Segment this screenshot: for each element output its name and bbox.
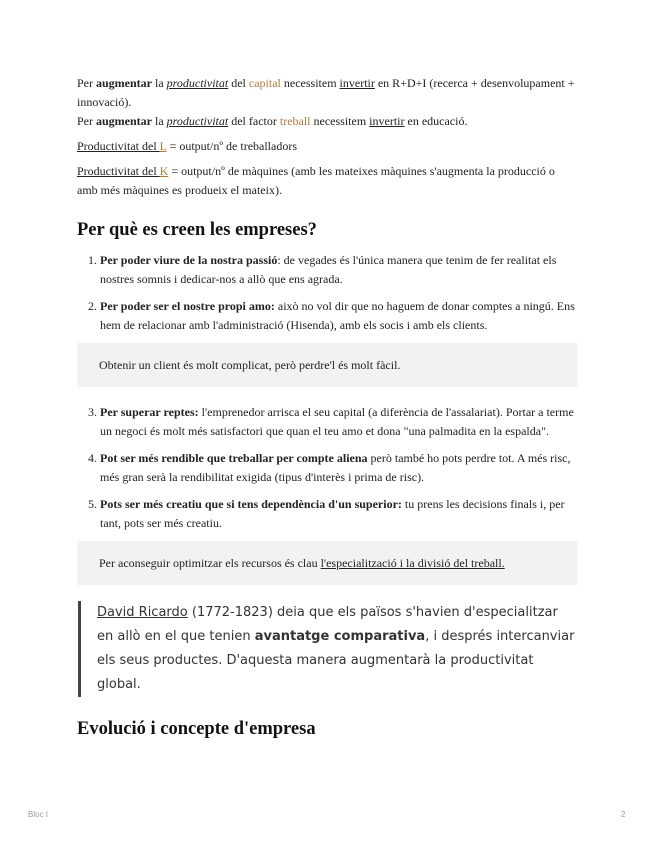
section-heading-why: Per què es creen les empreses? bbox=[77, 220, 317, 240]
intro-treball: Per augmentar la productivitat del factor treball necessitem invertir en educació. bbox=[77, 114, 468, 128]
callout-specialization: Per aconseguir optimitzar els recursos és clau l'especialització i la divisió del treball. bbox=[77, 541, 577, 585]
section-heading-evolution: Evolució i concepte d'empresa bbox=[77, 719, 316, 739]
footer-label: Bloc I bbox=[28, 810, 49, 819]
list-item: 5. Pots ser més creatiu que si tens dependència d'un superior: tu prens les decisions finals i, per tant, pots ser més creatiu. bbox=[100, 495, 577, 533]
reasons-list-1 bbox=[77, 251, 577, 335]
formula-k: Productivitat del K = output/nº de màquines (amb les mateixes màquines s'augmenta la producció o amb més màquines es produeix el mateix). bbox=[77, 164, 555, 197]
page-content bbox=[77, 74, 577, 750]
intro-capital: Per augmentar la productivitat del capital necessitem invertir en R+D+I (recerca + desenvolupament + innovació). bbox=[77, 76, 575, 109]
list-item: 1. Per poder viure de la nostra passió: de vegades és l'única manera que tenim de fer realitat els nostres somnis i dedicar-nos a allò que ens agrada. bbox=[100, 251, 577, 289]
list-item: 2. Per poder ser el nostre propi amo: això no vol dir que no haguem de donar comptes a ningú. Ens hem de relacionar amb l'administració (Hisenda), amb els socis i amb els clients. bbox=[100, 297, 577, 335]
reasons-list-2 bbox=[77, 403, 577, 533]
page-number: 2 bbox=[621, 810, 626, 819]
list-item: 4. Pot ser més rendible que treballar per compte aliena però també ho pots perdre tot. A més risc, més gran serà la rendibilitat exigida (tipus d'interès i prima de risc). bbox=[100, 449, 577, 487]
callout-client: Obtenir un client és molt complicat, però perdre'l és molt fàcil. bbox=[77, 343, 577, 387]
list-item: 3. Per superar reptes: l'emprenedor arrisca el seu capital (a diferència de l'assalariat). Portar a terme un negoci és molt més satisfactori que quan el teu amo et dona "una palmadita en la espalda". bbox=[100, 403, 577, 441]
quote-ricardo: David Ricardo (1772-1823) deia que els països s'havien d'especialitzar en allò en el que tenien avantatge comparativa, i després intercanviar els seus productes. D'aquesta manera augmentarà la productivitat global. bbox=[78, 601, 577, 697]
formula-l: Productivitat del L = output/nº de treballadors bbox=[77, 139, 298, 153]
